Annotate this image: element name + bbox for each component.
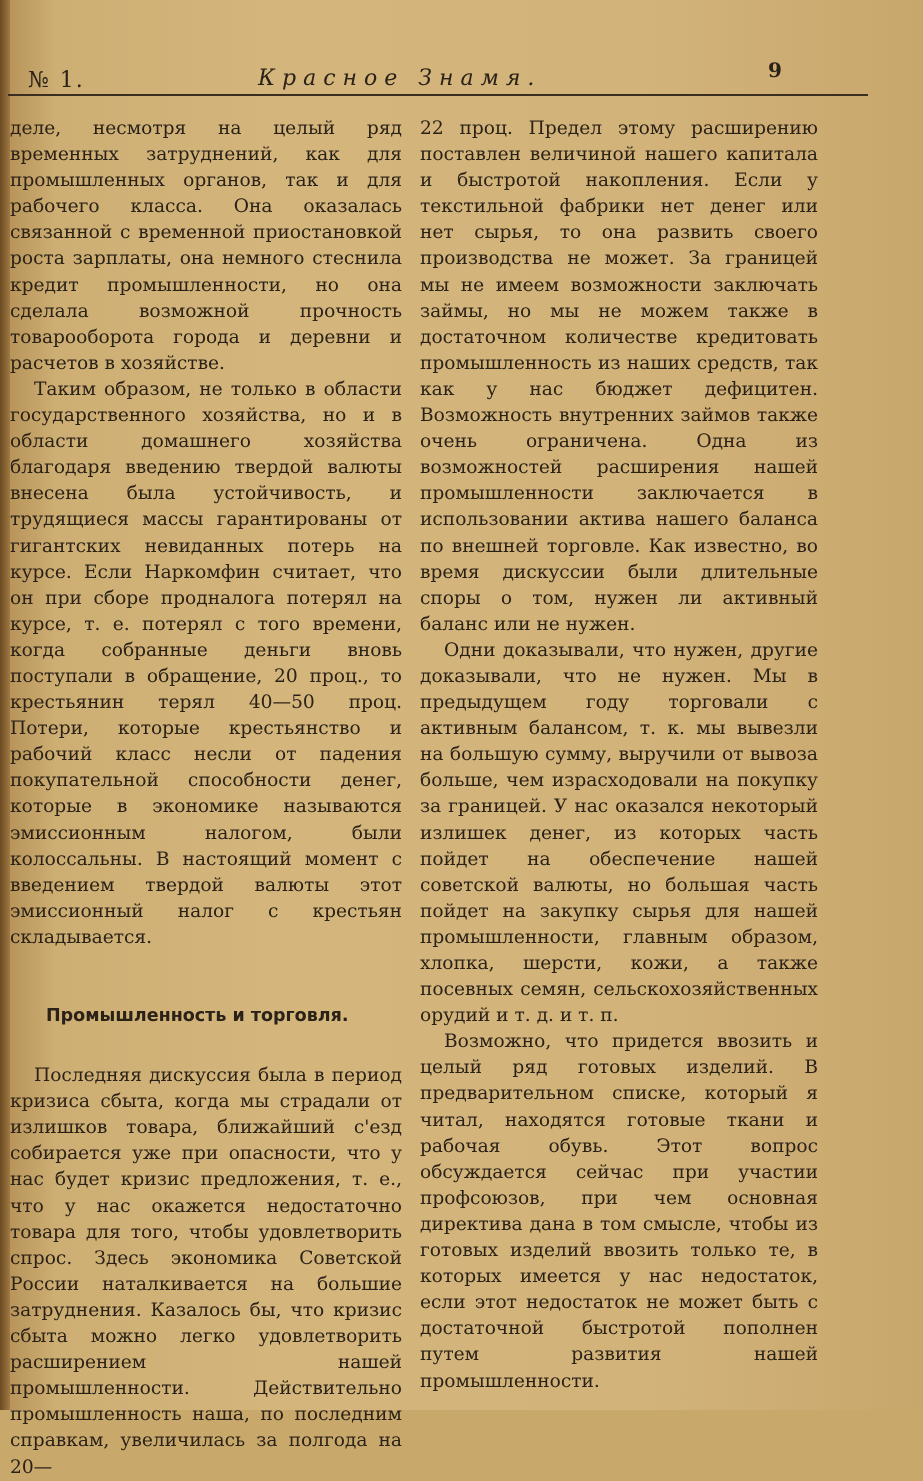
left-column <box>10 116 402 1481</box>
right-column <box>420 116 818 1395</box>
right-paragraph-3: Возможно, что придется ввозить и целый ряд готовых изделий. В предварительном списке, который я читал, находятся готовые ткани и рабочая обувь. Этот вопрос обсуждается сейчас при участии профсоюзов, при чем основная директива дана в том смысле, чтобы из готовых изделий ввозить только те, в которых имеется у нас недостаток, если этот недостаток не может быть с достаточной быстротой пополнен путем развития нашей промышленности. <box>420 1031 818 1392</box>
page-header <box>28 58 868 98</box>
left-paragraph-2: Таким образом, не только в области государственного хозяйства, но и в области домашнего хозяйства благодаря введению твердой валюты внесена была устойчивость, и трудящиеся массы гарантированы от гигантских невиданных потерь на курсе. Если Наркомфин считает, что он при сборе продналога потерял на курсе, т. е. потерял с того времени, когда собранные деньги вновь поступали в обращение, 20 проц., то крестьянин терял 40—50 проц. Потери, которые крестьянство и рабочий класс несли от падения покупательной способности денег, которые в экономике называются эмиссионным налогом, были колоссальны. В настоящий момент с введением твердой валюты этот эмиссионный налог с крестьян складывается. <box>10 378 402 948</box>
page-number: 9 <box>768 58 782 82</box>
issue-number: № 1. <box>28 68 85 93</box>
right-paragraph-1: 22 проц. Предел этому расширению поставлен величиной нашего капитала и быстротой накопления. Если у текстильной фабрики нет денег или нет сырья, то она развить своего производства не может. За границей мы не имеем возможности заключать займы, но мы не можем также в достаточном количестве кредитовать промышленность из наших средств, так как у нас бюджет дефицитен. Возможность внутренних займов также очень ограничена. Одна из возможностей расширения нашей промышленности заключается в использовании актива нашего баланса по внешней торговле. Как известно, во время дискуссии были длительные споры о том, нужен ли активный баланс или не нужен. <box>420 118 818 635</box>
header-rule <box>8 94 868 96</box>
left-paragraph-1: деле, несмотря на целый ряд временных затруднений, как для промышленных органов, так и для рабочего класса. Она оказалась связанной с временной приостановкой роста зарплаты, она немного стеснила кредит промышленности, но она сделала возможной прочность товарооборота города и деревни и расчетов в хозяйстве. <box>10 118 402 374</box>
right-paragraph-2: Одни доказывали, что нужен, другие доказывали, что не нужен. Мы в предыдущем году торговали с активным балансом, т. к. мы вывезли на большую сумму, выручили от вывоза больше, чем израсходовали на покупку за границей. У нас оказался некоторый излишек денег, из которых часть пойдет на обеспечение нашей советской валюты, но большая часть пойдет на закупку сырья для нашей промышленности, главным образом, хлопка, шерсти, кожи, а также посевных семян, сельскохозяйственных орудий и т. д. и т. п. <box>420 639 818 1027</box>
left-paragraph-3: Последняя дискуссия была в период кризиса сбыта, когда мы страдали от излишков товара, ближайший с'езд собирается уже при опасности, что у нас будет кризис предложения, т. е., что у нас окажется недостаточно товара для того, чтобы удовлетворить спрос. Здесь экономика Советской России наталкивается на большие затруднения. Казалось бы, что кризис сбыта можно легко удовлетворить расширением нашей промышленности. Действительно промышленность наша, по последним справкам, увеличилась за полгода на 20— <box>10 1065 402 1478</box>
page-spine-edge <box>0 0 10 1410</box>
section-heading: Промышленность и торговля. <box>46 1006 349 1026</box>
newspaper-title: Красное Знамя. <box>258 66 542 91</box>
